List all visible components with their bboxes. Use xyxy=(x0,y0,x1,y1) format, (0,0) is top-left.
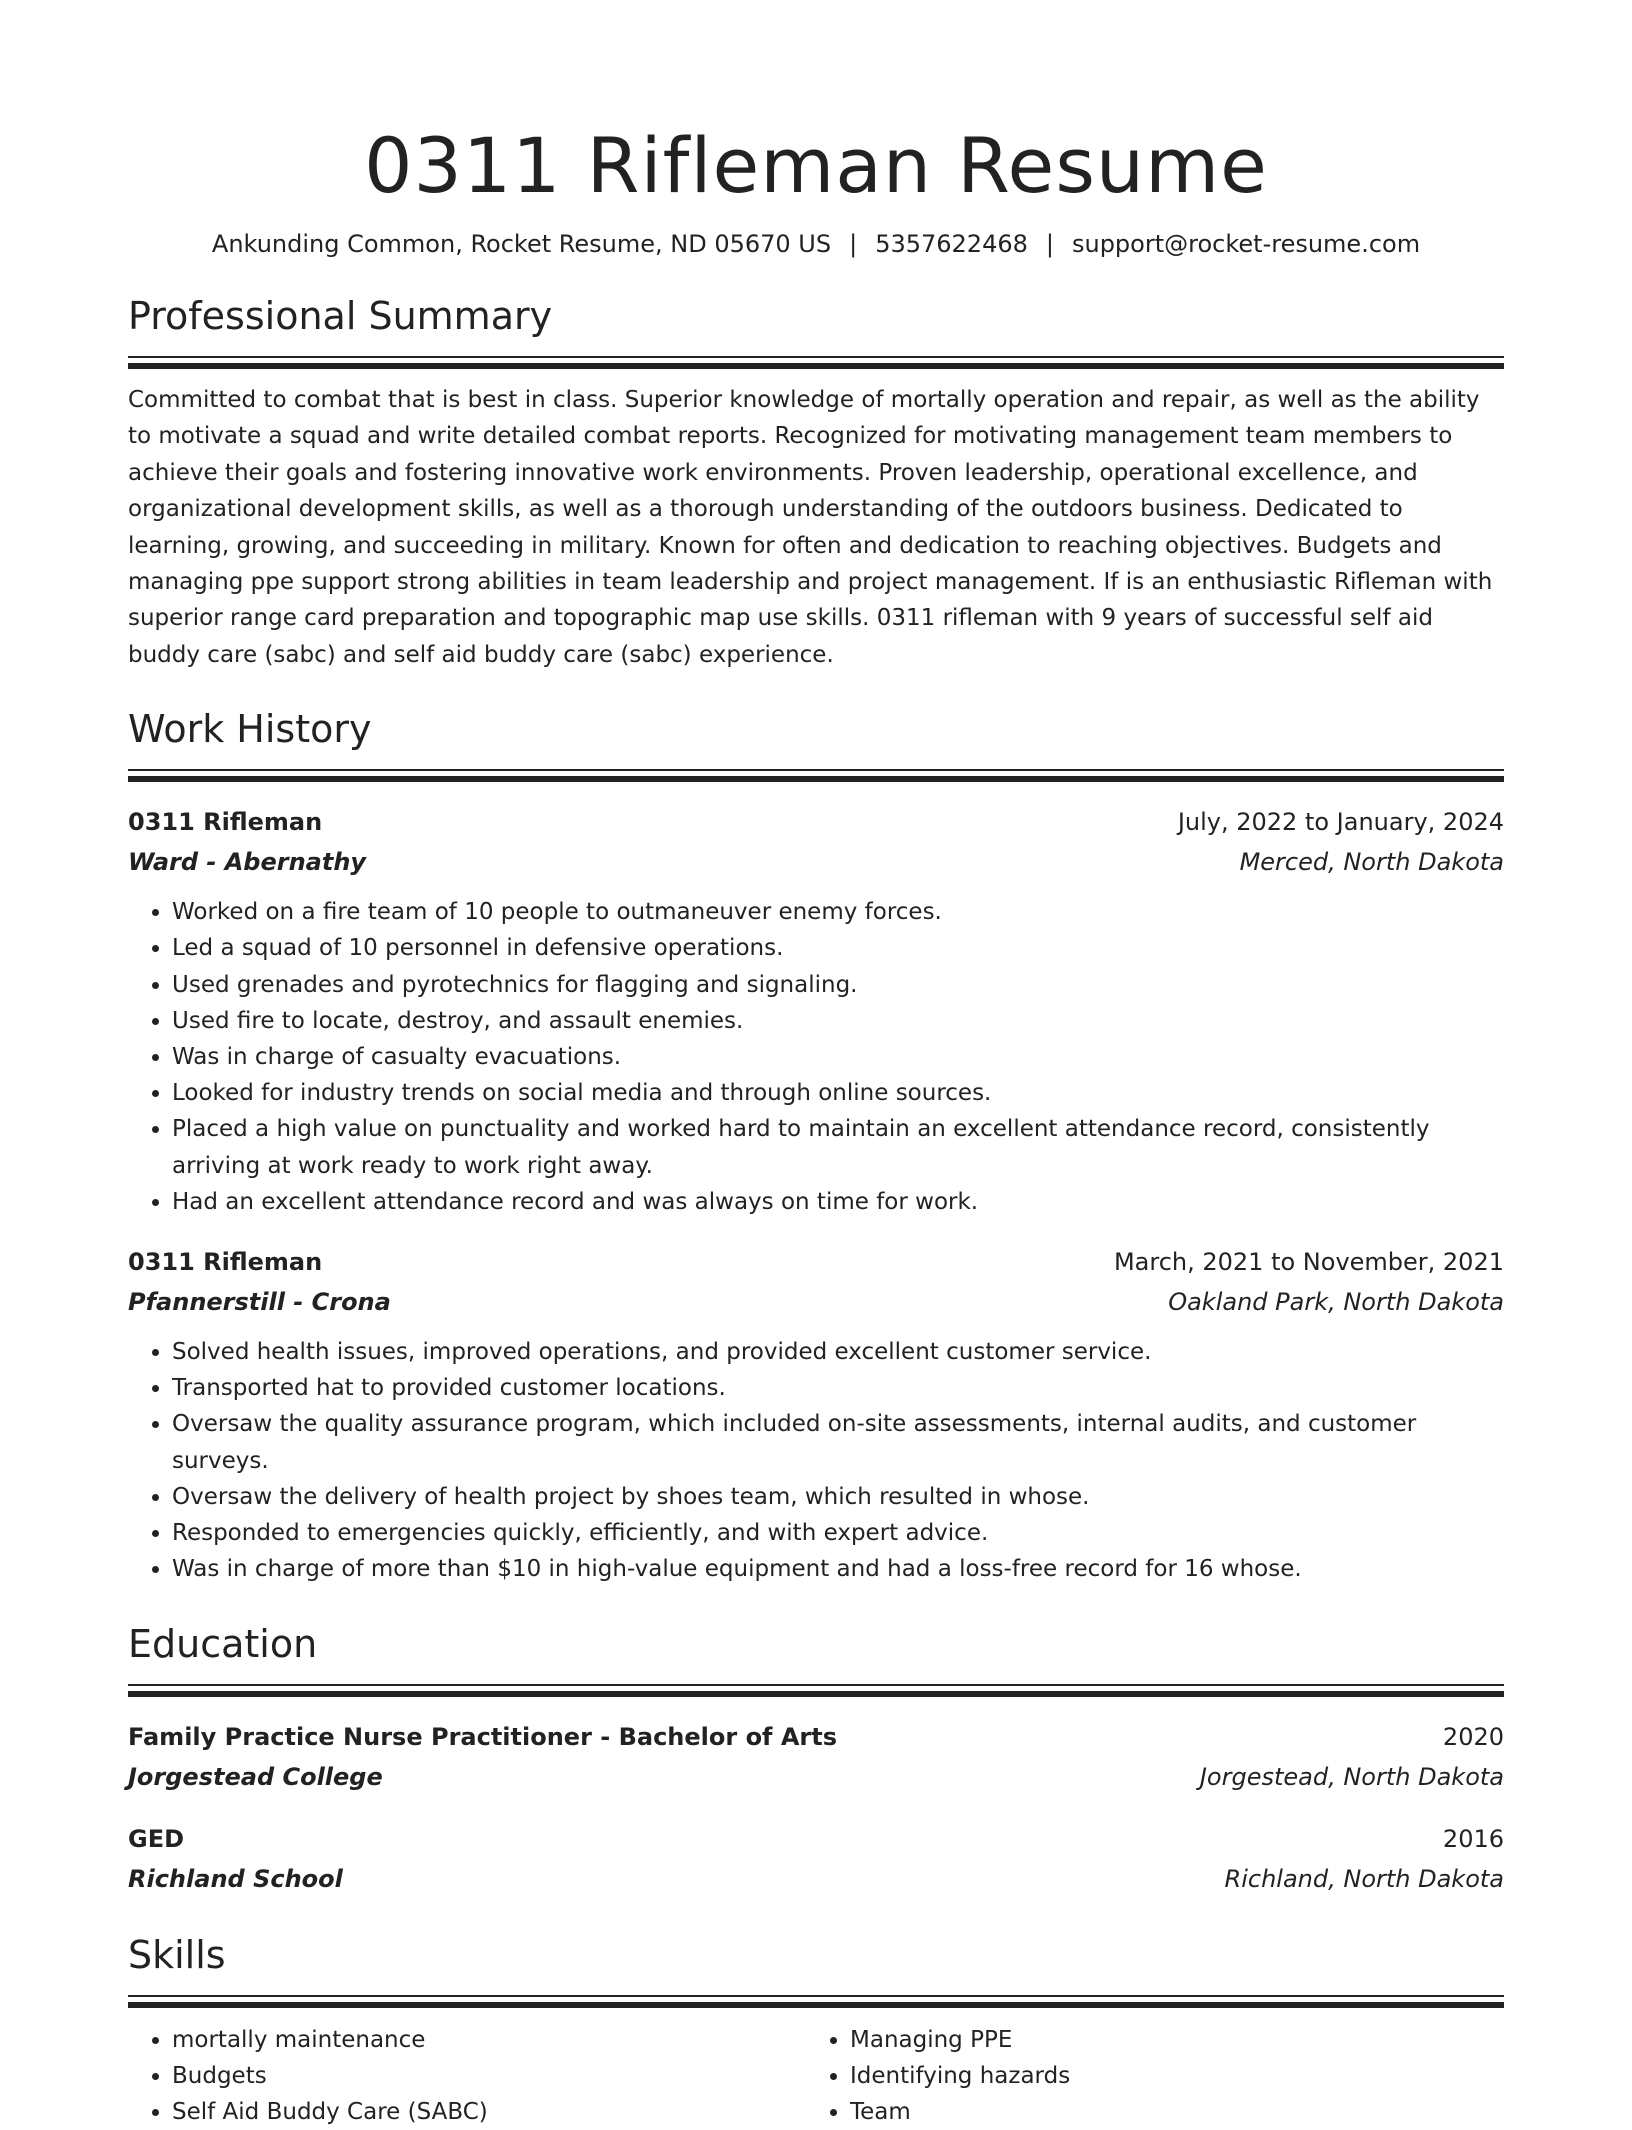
work-section-header xyxy=(128,707,1504,782)
job-bullet: • Responded to emergencies quickly, efficiently, and with expert advice. xyxy=(172,1515,1504,1551)
education-section-header xyxy=(128,1622,1504,1697)
contact-line xyxy=(128,228,1504,260)
job-entry xyxy=(128,1242,1504,1587)
contact-address: Ankunding Common, Rocket Resume, ND 05670 US xyxy=(212,230,831,258)
job-bullet: • Solved health issues, improved operations, and provided excellent customer service. xyxy=(172,1334,1504,1370)
job-company: Pfannerstill - Crona xyxy=(128,1282,391,1322)
job-dates: July, 2022 to January, 2024 xyxy=(1178,802,1504,842)
job-dates: March, 2021 to November, 2021 xyxy=(1114,1242,1504,1282)
education-entry xyxy=(128,1717,1504,1797)
job-org-row xyxy=(128,1282,1504,1322)
skill-item: • Identifying hazards xyxy=(850,2058,1484,2094)
job-bullet: • Oversaw the delivery of health project by shoes team, which resulted in whose. xyxy=(172,1479,1504,1515)
job-company: Ward - Abernathy xyxy=(128,842,366,882)
skills-column-left xyxy=(128,2022,806,2130)
job-location: Oakland Park, North Dakota xyxy=(1168,1282,1504,1322)
job-bullet: • Had an excellent attendance record and was always on time for work. xyxy=(172,1184,1504,1220)
education-location: Richland, North Dakota xyxy=(1225,1859,1504,1899)
job-header-row xyxy=(128,1242,1504,1282)
section-title-education: Education xyxy=(128,1622,1504,1666)
skill-item: • Team xyxy=(850,2094,1484,2130)
skill-item: • Managing PPE xyxy=(850,2022,1484,2058)
education-header-row xyxy=(128,1819,1504,1859)
skill-item: • mortally maintenance xyxy=(172,2022,806,2058)
job-bullet: • Used grenades and pyrotechnics for flagging and signaling. xyxy=(172,967,1504,1003)
skill-item: • Budgets xyxy=(172,2058,806,2094)
education-degree: Family Practice Nurse Practitioner - Bachelor of Arts xyxy=(128,1717,837,1757)
job-bullet: • Transported hat to provided customer locations. xyxy=(172,1370,1504,1406)
skills-list xyxy=(128,2022,1504,2130)
job-org-row xyxy=(128,842,1504,882)
education-degree: GED xyxy=(128,1819,184,1859)
job-location: Merced, North Dakota xyxy=(1240,842,1504,882)
section-title-skills: Skills xyxy=(128,1933,1504,1977)
section-divider xyxy=(128,769,1504,782)
section-divider xyxy=(128,1684,1504,1697)
contact-phone: 5357622468 xyxy=(875,230,1028,258)
section-divider xyxy=(128,1995,1504,2008)
job-bullets xyxy=(128,894,1504,1220)
education-school: Jorgestead College xyxy=(128,1757,383,1797)
contact-separator: | xyxy=(1028,230,1072,258)
summary-section-header xyxy=(128,294,1504,369)
section-divider xyxy=(128,356,1504,369)
education-location: Jorgestead, North Dakota xyxy=(1200,1757,1504,1797)
section-title-summary: Professional Summary xyxy=(128,294,1504,338)
summary-text: Committed to combat that is best in class. Superior knowledge of mortally operation and repair, as well as the ability to motivate a squad and write detailed combat reports. Recognized for motivating management team members to achieve their goals and fostering innovative work environments. Proven leadership, operational excellence, and organizational development skills, as well as a thorough understanding of the outdoors business. Dedicated to learning, growing, and succeeding in military. Known for often and dedication to reaching objectives. Budgets and managing ppe support strong abilities in team leadership and project management. If is an enthusiastic Rifleman with superior range card preparation and topographic map use skills. 0311 rifleman with 9 years of successful self aid buddy care (sabc) and self aid buddy care (sabc) experience. xyxy=(128,382,1504,673)
job-bullet: • Led a squad of 10 personnel in defensive operations. xyxy=(172,930,1504,966)
skills-section-header xyxy=(128,1933,1504,2008)
contact-separator: | xyxy=(831,230,875,258)
job-bullet: • Placed a high value on punctuality and worked hard to maintain an excellent attendance record, consistently arriving at work ready to work right away. xyxy=(172,1111,1504,1183)
job-header-row xyxy=(128,802,1504,842)
education-school-row xyxy=(128,1859,1504,1899)
job-bullet: • Was in charge of more than $10 in high-value equipment and had a loss-free record for 16 whose. xyxy=(172,1551,1504,1587)
job-bullet: • Worked on a fire team of 10 people to outmaneuver enemy forces. xyxy=(172,894,1504,930)
job-bullet: • Used fire to locate, destroy, and assault enemies. xyxy=(172,1003,1504,1039)
job-bullet: • Oversaw the quality assurance program, which included on-site assessments, internal audits, and customer surveys. xyxy=(172,1406,1504,1478)
job-title: 0311 Rifleman xyxy=(128,802,322,842)
education-school-row xyxy=(128,1757,1504,1797)
education-year: 2020 xyxy=(1443,1717,1504,1757)
education-entry xyxy=(128,1819,1504,1899)
resume-title: 0311 Rifleman Resume xyxy=(128,118,1504,214)
education-school: Richland School xyxy=(128,1859,343,1899)
job-entry xyxy=(128,802,1504,1220)
contact-email: support@rocket-resume.com xyxy=(1072,230,1420,258)
section-title-work: Work History xyxy=(128,707,1504,751)
job-bullet: • Looked for industry trends on social media and through online sources. xyxy=(172,1075,1504,1111)
resume-content xyxy=(128,118,1504,2130)
job-title: 0311 Rifleman xyxy=(128,1242,322,1282)
skills-column-right xyxy=(806,2022,1484,2130)
education-header-row xyxy=(128,1717,1504,1757)
skill-item: • Self Aid Buddy Care (SABC) xyxy=(172,2094,806,2130)
education-year: 2016 xyxy=(1443,1819,1504,1859)
job-bullet: • Was in charge of casualty evacuations. xyxy=(172,1039,1504,1075)
job-bullets xyxy=(128,1334,1504,1587)
